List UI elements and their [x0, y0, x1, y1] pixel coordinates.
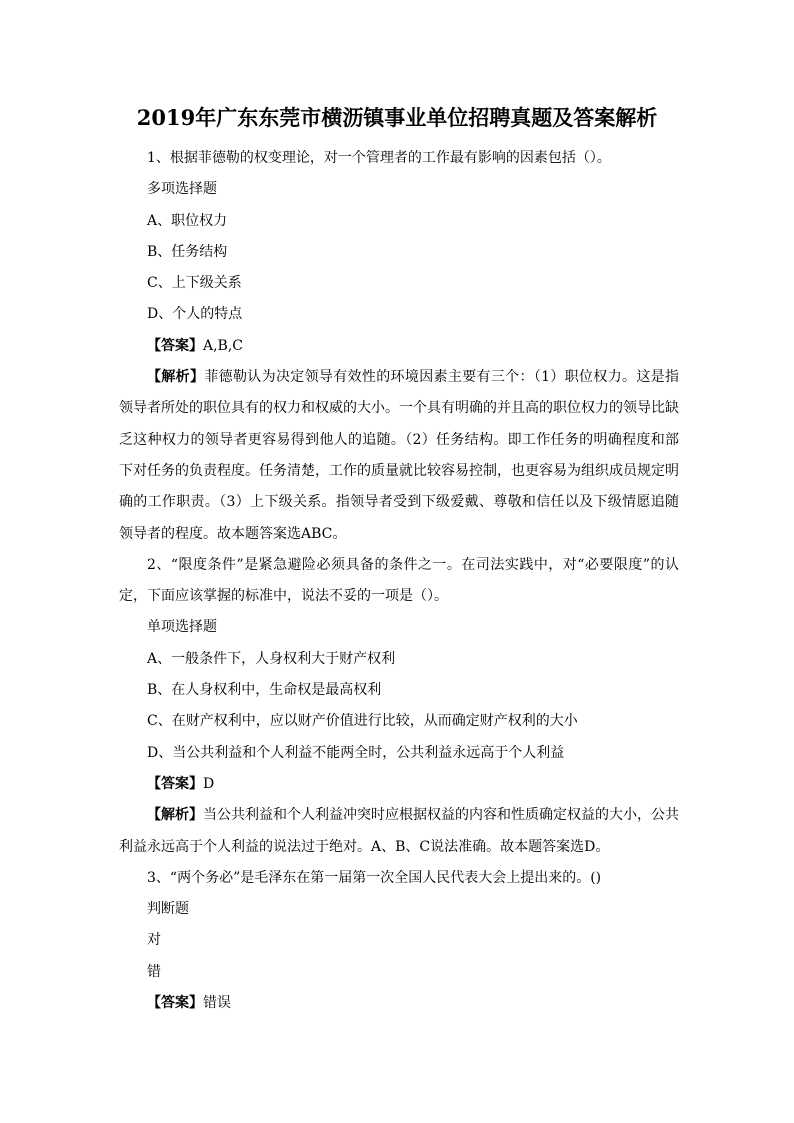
option-false: 错 — [147, 963, 161, 980]
option-a: A、一般条件下，人身权利大于财产权利 — [147, 650, 396, 667]
question-type: 多项选择题 — [147, 181, 217, 198]
question-stem: 3、“两个务必”是毛泽东在第一届第一次全国人民代表大会上提出来的。() — [147, 869, 602, 886]
option-true: 对 — [147, 932, 161, 949]
analysis-text: 菲德勒认为决定领导有效性的环境因素主要有三个：（1）职位权力。这是指领导者所处的职位具有的权力和权威的大小。一个具有明确的并且高的职位权力的领导比缺乏这种权力的领导者更容易得到他人的追随。（2）任务结构。即工作任务的明确程度和部下对任务的负责程度。任务清楚，工作的质量就比较容易控制，也更容易为组织成员规定明确的工作职责。（3）上下级关系。指领导者受到下级爱戴、尊敬和信任以及下级情愿追随领导者的程度。故本题答案选ABC。 — [119, 369, 680, 542]
option-a: A、职位权力 — [147, 212, 228, 229]
analysis-tag: 【解析】 — [147, 369, 205, 386]
answer-line — [119, 988, 679, 1019]
question-stem: 2、“限度条件”是紧急避险必须具备的条件之一。在司法实践中，对“必要限度”的认定，下面应该掌握的标准中，说法不妥的一项是（）。 — [119, 556, 679, 605]
option-c: C、在财产权利中，应以财产价值进行比较，从而确定财产权利的大小 — [147, 713, 578, 730]
analysis-text: 当公共利益和个人利益冲突时应根据权益的内容和性质确定权益的大小，公共利益永远高于个人利益的说法过于绝对。A、B、C说法准确。故本题答案选D。 — [119, 807, 679, 855]
option-b: B、任务结构 — [147, 243, 228, 260]
option-d: D、当公共利益和个人利益不能两全时，公共利益永远高于个人利益 — [147, 744, 565, 761]
answer-tag: 【答案】 — [147, 775, 203, 792]
answer-tag: 【答案】 — [147, 337, 203, 354]
document-body — [119, 143, 679, 1019]
question-type: 判断题 — [147, 901, 189, 918]
analysis-paragraph — [119, 362, 679, 550]
analysis-tag: 【解析】 — [147, 807, 203, 824]
answer-line — [119, 769, 679, 800]
question-stem: 1、根据菲德勒的权变理论，对一个管理者的工作最有影响的因素包括（）。 — [147, 150, 611, 166]
answer-value: A,B,C — [203, 337, 244, 354]
option-c: C、上下级关系 — [147, 275, 242, 292]
option-b: B、在人身权利中，生命权是最高权利 — [147, 682, 382, 699]
document-title: 2019年广东东莞市横沥镇事业单位招聘真题及答案解析 — [136, 105, 658, 130]
question-type: 单项选择题 — [147, 619, 217, 636]
answer-value: D — [203, 775, 215, 792]
answer-tag: 【答案】 — [147, 995, 203, 1012]
analysis-paragraph — [119, 800, 679, 863]
answer-line — [119, 331, 679, 362]
option-d: D、个人的特点 — [147, 306, 243, 323]
answer-value: 错误 — [203, 995, 231, 1012]
